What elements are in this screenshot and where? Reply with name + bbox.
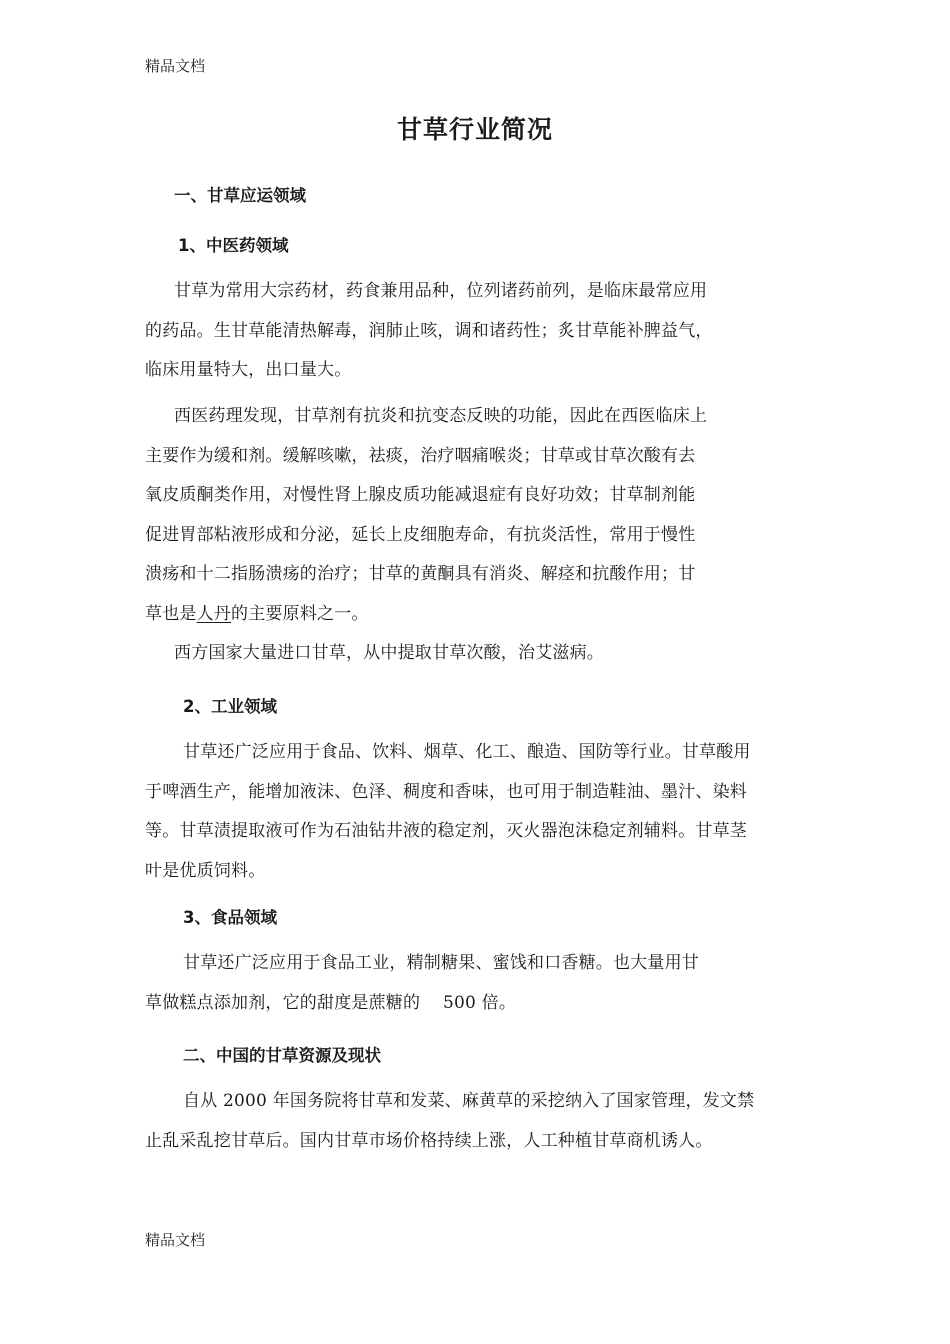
- subsection-heading-industry: 2、工业领域: [183, 697, 277, 716]
- text-line: 氧皮质酮类作用，对慢性肾上腺皮质功能减退症有良好功效；甘草制剂能: [145, 485, 696, 505]
- underlined-term: 人丹: [196, 603, 232, 624]
- page-footer: 精品文档: [145, 1231, 206, 1249]
- section-heading-china-resources: 二、中国的甘草资源及现状: [183, 1046, 381, 1065]
- text-line: [145, 595, 707, 635]
- text-line: 西医药理发现，甘草剂有抗炎和抗变态反映的功能，因此在西医临床上: [174, 406, 708, 426]
- text-line: 甘草还广泛应用于食品工业，精制糖果、蜜饯和口香糖。也大量用甘: [183, 953, 699, 973]
- text-line: 草做糕点添加剂，它的甜度是蔗糖的 500 倍。: [145, 992, 517, 1013]
- text-line: 于啤酒生产，能增加液沫、色泽、稠度和香味，也可用于制造鞋油、墨汁、染料: [145, 781, 747, 802]
- text-line: 临床用量特大，出口量大。: [145, 360, 352, 380]
- paragraph-tcm-3: [145, 634, 604, 674]
- paragraph-food: [145, 944, 699, 1023]
- paragraph-china-resources: [145, 1082, 754, 1161]
- text-line: 叶是优质饲料。: [145, 860, 266, 881]
- text-span: 草也是: [145, 603, 197, 624]
- subsection-heading-tcm: 1、中医药领域: [178, 236, 289, 255]
- text-line: 止乱采乱挖甘草后。国内甘草市场价格持续上涨，人工种植甘草商机诱人。: [145, 1130, 713, 1151]
- text-line: 主要作为缓和剂。缓解咳嗽，祛痰，治疗咽痛喉炎；甘草或甘草次酸有去: [145, 445, 696, 466]
- text-span: 的主要原料之一。: [231, 603, 369, 624]
- text-line: 西方国家大量进口甘草，从中提取甘草次酸，治艾滋病。: [174, 643, 604, 663]
- paragraph-tcm-1: [145, 272, 713, 391]
- document-title: 甘草行业简况: [396, 115, 553, 144]
- text-line: 自从 2000 年国务院将甘草和发菜、麻黄草的采挖纳入了国家管理，发文禁: [183, 1091, 755, 1111]
- subsection-heading-food: 3、食品领域: [183, 908, 277, 927]
- text-line: 溃疡和十二指肠溃疡的治疗；甘草的黄酮具有消炎、解痉和抗酸作用；甘: [145, 564, 696, 584]
- text-line: 等。甘草渍提取液可作为石油钻井液的稳定剂，灭火器泡沫稳定剂辅料。甘草茎: [145, 821, 747, 841]
- text-line: 促进胃部粘液形成和分泌，延长上皮细胞寿命，有抗炎活性，常用于慢性: [145, 524, 696, 545]
- paragraph-tcm-2: [145, 397, 707, 634]
- section-heading-applications: 一、甘草应运领域: [174, 186, 306, 205]
- text-line: 的药品。生甘草能清热解毒，润肺止咳，调和诸药性；炙甘草能补脾益气，: [145, 320, 713, 341]
- text-line: 甘草还广泛应用于食品、饮料、烟草、化工、酿造、国防等行业。甘草酸用: [183, 742, 751, 762]
- text-line: 甘草为常用大宗药材，药食兼用品种，位列诸药前列，是临床最常应用: [174, 281, 708, 301]
- page-header: 精品文档: [145, 57, 206, 75]
- paragraph-industry: [145, 733, 751, 891]
